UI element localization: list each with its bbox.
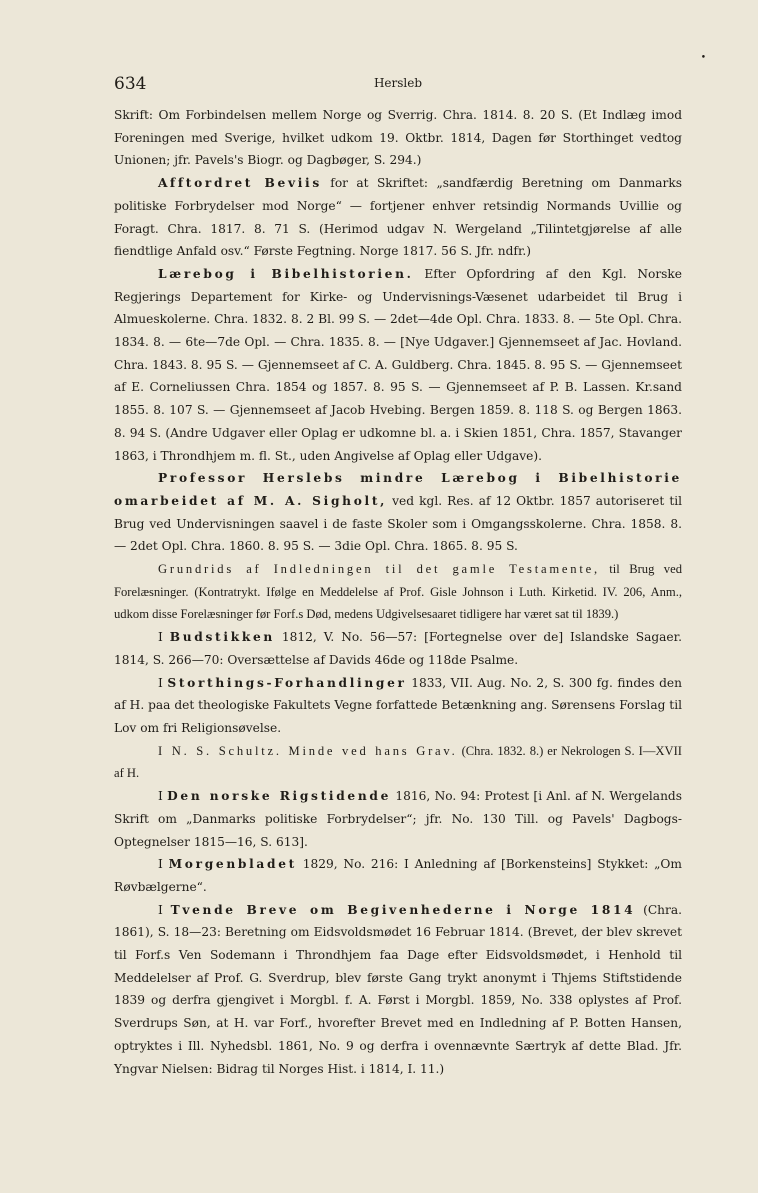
paragraph: Grundrids af Indledningen til det gamle Testamente, til Brug ved Forelæsninger. (Kontratrykt. Ifølge en Meddelelse af Prof. Gisle Johnson i Luth. Kirketid. IV. 206, Anm., udkom disse Forelæsninger før Forf.s Død, medens Udgivelsesaaret tidligere har været sat til 1839.): [114, 562, 682, 622]
paragraph: I Den norske Rigstidende 1816, No. 94: Protest [i Anl. af N. Wergelands Skrift om „Danmarks politiske Forbrydelser“; jfr. No. 130 Till. og Pavels' Dagbogs-Optegnelser 1815—16, S. 613].: [114, 789, 682, 849]
paragraph: I Morgenbladet 1829, No. 216: I Anledning af [Borkensteins] Stykket: „Om Røvbælgerne“.: [114, 857, 682, 894]
page-number: 634: [114, 74, 147, 94]
paragraph: I Budstikken 1812, V. No. 56—57: [Fortegnelse over de] Islandske Sagaer. 1814, S. 266—70: Oversættelse af Davids 46de og 118de Psalme.: [114, 630, 682, 667]
paragraph: Lærebog i Bibelhistorien. Efter Opfordring af den Kgl. Norske Regjerings Departement for Kirke- og Undervisnings-Væsenet udarbeidet til Brug i Almueskolerne. Chra. 1832. 8. 2 Bl. 99 S. — 2det—4de Opl. Chra. 1833. 8. — 5te Opl. Chra. 1834. 8. — 6te—7de Opl. — Chra. 1835. 8. — [Nye Udgaver.] Gjennemseet af Jac. Hovland. Chra. 1843. 8. 95 S. — Gjennemseet af C. A. Guldberg. Chra. 1845. 8. 95 S. — Gjennemseet af E. Corneliussen Chra. 1854 og 1857. 8. 95 S. — Gjennemseet af P. B. Lassen. Kr.sand 1855. 8. 107 S. — Gjennemseet af Jacob Hvebing. Bergen 1859. 8. 118 S. og Bergen 1863. 8. 94 S. (Andre Udgaver eller Oplag er udkomne bl. a. i Skien 1851, Chra. 1857, Stavanger 1863, i Throndhjem m. fl. St., uden Angivelse af Oplag eller Udgave).: [114, 266, 683, 463]
paragraph: Professor Herslebs mindre Lærebog i Bibelhistorie omarbeidet af M. A. Sigholt, ved kgl. Res. af 12 Oktbr. 1857 autoriseret til Brug ved Undervisningen saavel i de faste Skoler som i Omgangsskolerne. Chra. 1858. 8. — 2det Opl. Chra. 1860. 8. 95 S. — 3die Opl. Chra. 1865. 8. 95 S.: [114, 471, 683, 554]
paragraph: I Storthings-Forhandlinger 1833, VII. Aug. No. 2, S. 300 fg. findes den af H. paa det theologiske Fakultets Vegne forfattede Betænkning ang. Sørensens Forslag til Lov om fri Religionsøvelse.: [114, 675, 682, 735]
paragraph: Skrift: Om Forbindelsen mellem Norge og Sverrig. Chra. 1814. 8. 20 S. (Et Indlæg imod Foreningen med Sverige, hvilket udkom 19. Oktbr. 1814, Dagen før Storthinget vedtog Unionen; jfr. Pavels's Biogr. og Dagbøger, S. 294.): [114, 108, 682, 168]
paragraph: I Tvende Breve om Begivenhederne i Norge 1814 (Chra. 1861), S. 18—23: Beretning om Eidsvoldsmødet 16 Februar 1814. (Brevet, der blev skrevet til Forf.s Ven Sodemann i Throndhjem faa Dage efter Eidsvoldsmødet, i Henhold til Meddelelser af Prof. G. Sverdrup, blev første Gang trykt anonymt i Thjems Stiftstidende 1839 og derfra gjengivet i Morgbl. f. A. Først i Morgbl. 1859, No. 338 oplystes af Prof. Sverdrups Søn, at H. var Forf., hvorefter Brevet med en Indledning af P. Botten Hansen, optryktes i Ill. Nyhedsbl. 1861, No. 9 og derfra i ovennævnte Særtryk af dette Blad. Jfr. Yngvar Nielsen: Bidrag til Norges Hist. i 1814, I. 11.): [114, 902, 682, 1076]
paragraph: I N. S. Schultz. Minde ved hans Grav. (Chra. 1832. 8.) er Nekrologen S. I—XVII af H.: [114, 743, 682, 781]
bibliography-text: [114, 104, 682, 1080]
page-speck: •: [700, 53, 706, 63]
paragraph: Afftordret Beviis for at Skriftet: „sandfærdig Beretning om Danmarks politiske Forbrydelser mod Norge“ — fortjener enhver retsindig Normands Uvillie og Foragt. Chra. 1817. 8. 71 S. (Herimod udgav N. Wergeland „Tilintetgjørelse af alle fiendtlige Anfald osv.“ Første Fegtning. Norge 1817. 56 S. Jfr. ndfr.): [114, 176, 683, 259]
page-header: [114, 70, 682, 94]
running-head: Hersleb: [373, 76, 423, 90]
